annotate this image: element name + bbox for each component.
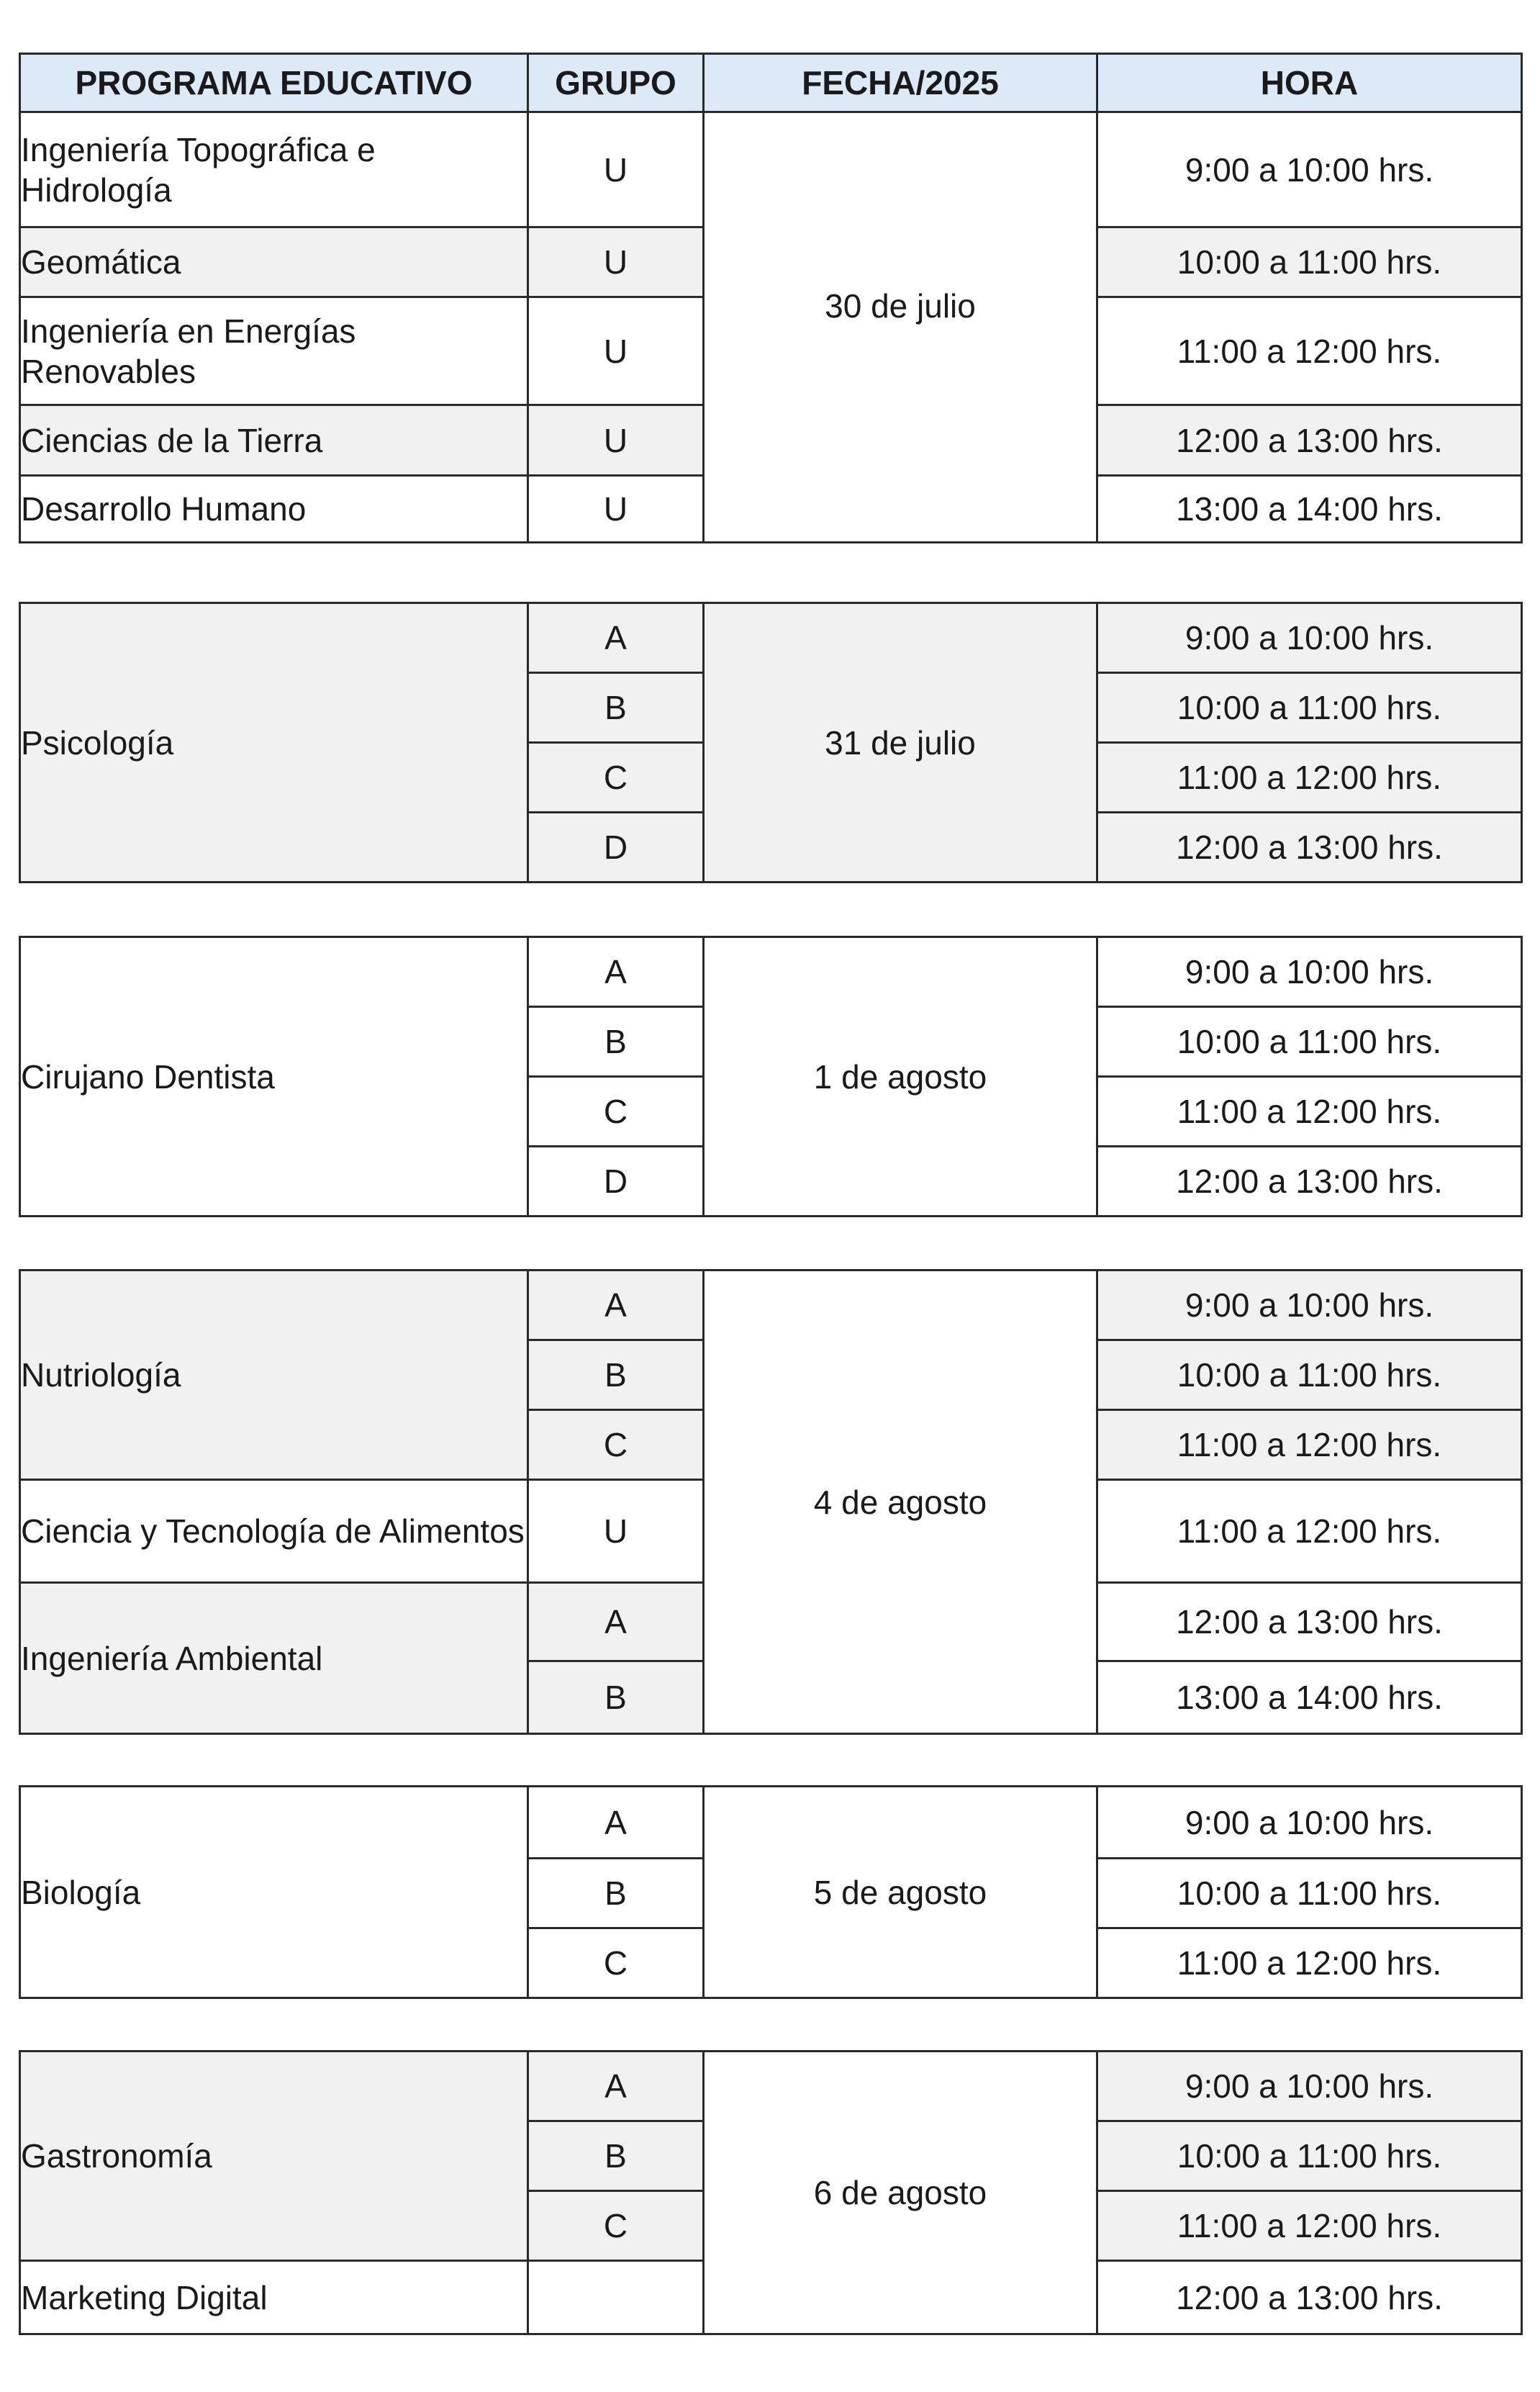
hora-cell: 11:00 a 12:00 hrs. (1097, 1928, 1522, 1998)
hora-cell: 13:00 a 14:00 hrs. (1097, 476, 1522, 543)
grupo-cell: A (528, 937, 704, 1007)
table-row (20, 1787, 1522, 1859)
grupo-cell (528, 2261, 704, 2334)
programa-cell: Geomática (20, 227, 528, 297)
grupo-cell: U (528, 1480, 704, 1583)
grupo-cell: B (528, 1340, 704, 1410)
grupo-cell: B (528, 1007, 704, 1077)
grupo-cell: B (528, 1661, 704, 1734)
grupo-cell: A (528, 2052, 704, 2121)
hora-cell: 11:00 a 12:00 hrs. (1097, 1077, 1522, 1147)
table-row (20, 937, 1522, 1007)
header-hora: HORA (1097, 54, 1522, 112)
grupo-cell: B (528, 673, 704, 743)
grupo-cell: D (528, 813, 704, 883)
hora-cell: 12:00 a 13:00 hrs. (1097, 2261, 1522, 2334)
header-row (20, 54, 1522, 112)
hora-cell: 9:00 a 10:00 hrs. (1097, 603, 1522, 673)
hora-cell: 12:00 a 13:00 hrs. (1097, 813, 1522, 883)
grupo-cell: U (528, 476, 704, 543)
hora-cell: 9:00 a 10:00 hrs. (1097, 1787, 1522, 1859)
hora-cell: 10:00 a 11:00 hrs. (1097, 1859, 1522, 1928)
fecha-cell: 1 de agosto (704, 937, 1097, 1217)
programa-cell: Nutriología (20, 1271, 528, 1480)
programa-cell: Marketing Digital (20, 2261, 528, 2334)
hora-cell: 12:00 a 13:00 hrs. (1097, 1583, 1522, 1661)
grupo-cell: A (528, 603, 704, 673)
grupo-cell: U (528, 112, 704, 227)
grupo-cell: U (528, 405, 704, 476)
grupo-cell: C (528, 1410, 704, 1480)
grupo-cell: U (528, 297, 704, 405)
hora-cell: 9:00 a 10:00 hrs. (1097, 937, 1522, 1007)
programa-cell: Gastronomía (20, 2052, 528, 2261)
grupo-cell: B (528, 1859, 704, 1928)
programa-cell: Ingeniería en Energías Renovables (20, 297, 528, 405)
hora-cell: 9:00 a 10:00 hrs. (1097, 1271, 1522, 1340)
programa-cell: Cirujano Dentista (20, 937, 528, 1217)
grupo-cell: C (528, 1077, 704, 1147)
fecha-cell: 31 de julio (704, 603, 1097, 883)
table-row (20, 1271, 1522, 1340)
schedule-table-6-agosto (19, 2050, 1523, 2335)
programa-cell: Psicología (20, 603, 528, 883)
hora-cell: 10:00 a 11:00 hrs. (1097, 673, 1522, 743)
grupo-cell: C (528, 743, 704, 813)
grupo-cell: C (528, 1928, 704, 1998)
hora-cell: 11:00 a 12:00 hrs. (1097, 2191, 1522, 2261)
hora-cell: 11:00 a 12:00 hrs. (1097, 297, 1522, 405)
hora-cell: 11:00 a 12:00 hrs. (1097, 743, 1522, 813)
programa-cell: Ciencias de la Tierra (20, 405, 528, 476)
hora-cell: 12:00 a 13:00 hrs. (1097, 405, 1522, 476)
hora-cell: 10:00 a 11:00 hrs. (1097, 1340, 1522, 1410)
header-programa: PROGRAMA EDUCATIVO (20, 54, 528, 112)
grupo-cell: B (528, 2121, 704, 2191)
grupo-cell: C (528, 2191, 704, 2261)
hora-cell: 11:00 a 12:00 hrs. (1097, 1480, 1522, 1583)
grupo-cell: A (528, 1271, 704, 1340)
schedule-table-30-julio (19, 53, 1523, 543)
hora-cell: 10:00 a 11:00 hrs. (1097, 1007, 1522, 1077)
hora-cell: 9:00 a 10:00 hrs. (1097, 2052, 1522, 2121)
header-fecha: FECHA/2025 (704, 54, 1097, 112)
hora-cell: 13:00 a 14:00 hrs. (1097, 1661, 1522, 1734)
grupo-cell: D (528, 1147, 704, 1217)
grupo-cell: A (528, 1787, 704, 1859)
table-row (20, 603, 1522, 673)
programa-cell: Biología (20, 1787, 528, 1998)
header-grupo: GRUPO (528, 54, 704, 112)
grupo-cell: A (528, 1583, 704, 1661)
hora-cell: 10:00 a 11:00 hrs. (1097, 2121, 1522, 2191)
schedule-table-31-julio (19, 602, 1523, 883)
fecha-cell: 4 de agosto (704, 1271, 1097, 1734)
schedule-table-4-agosto (19, 1269, 1523, 1735)
grupo-cell: U (528, 227, 704, 297)
hora-cell: 11:00 a 12:00 hrs. (1097, 1410, 1522, 1480)
programa-cell: Ingeniería Ambiental (20, 1583, 528, 1734)
fecha-cell: 30 de julio (704, 112, 1097, 543)
table-row (20, 2052, 1522, 2121)
fecha-cell: 5 de agosto (704, 1787, 1097, 1998)
programa-cell: Desarrollo Humano (20, 476, 528, 543)
hora-cell: 12:00 a 13:00 hrs. (1097, 1147, 1522, 1217)
fecha-cell: 6 de agosto (704, 2052, 1097, 2334)
programa-cell: Ingeniería Topográfica e Hidrología (20, 112, 528, 227)
hora-cell: 10:00 a 11:00 hrs. (1097, 227, 1522, 297)
hora-cell: 9:00 a 10:00 hrs. (1097, 112, 1522, 227)
schedule-table-1-agosto (19, 936, 1523, 1217)
programa-cell: Ciencia y Tecnología de Alimentos (20, 1480, 528, 1583)
schedule-table-5-agosto (19, 1785, 1523, 1999)
table-row (20, 112, 1522, 227)
